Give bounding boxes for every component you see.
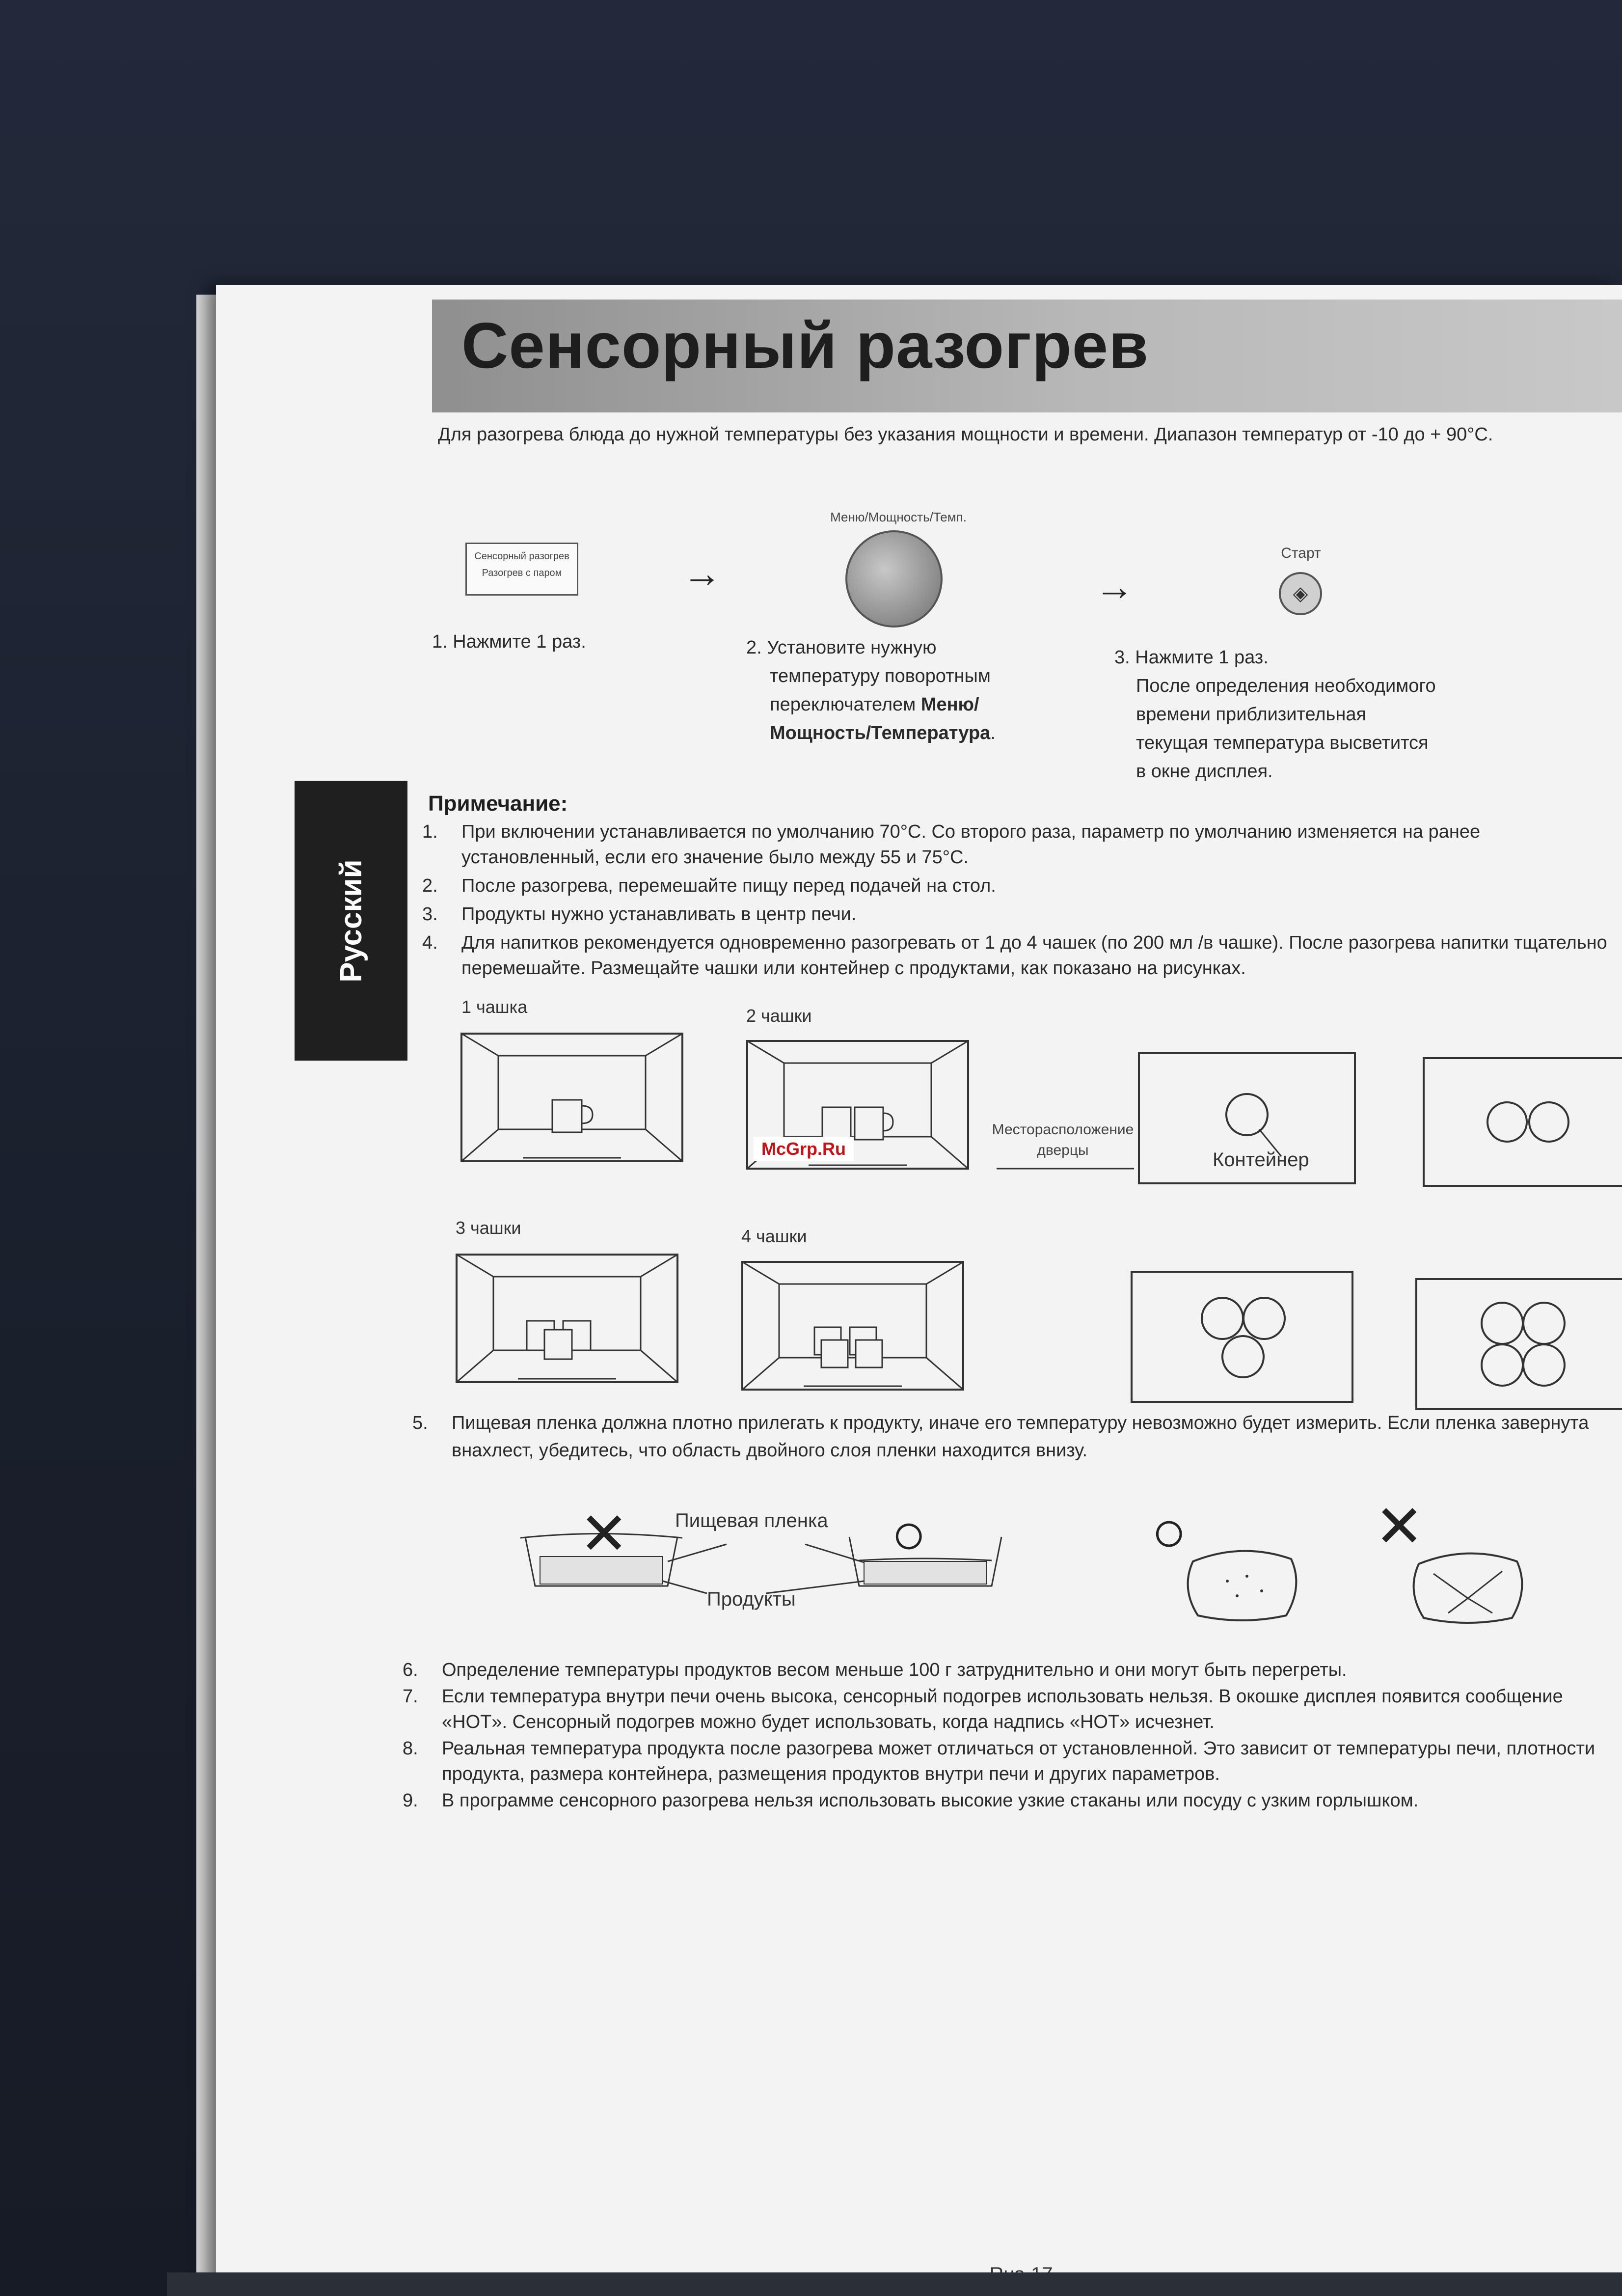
step-2-line1: 2. Установите нужную [746, 637, 937, 658]
step-3-line2: После определения необходимого [1136, 676, 1436, 696]
note-text: В программе сенсорного разогрева нельзя использовать высокие узкие стаканы или посуду с узким горлышком. [442, 1790, 1419, 1811]
note-item [422, 873, 1610, 899]
note-num: 4. [422, 932, 438, 953]
cup-label-1: 1 чашка [461, 997, 528, 1017]
cross-mark-icon: ✕ [579, 1501, 629, 1567]
note-text: Продукты нужно устанавливать в центр печи. [461, 904, 857, 925]
step-2-line4 [746, 719, 996, 747]
step-2-bold2: Мощность/Температура [770, 723, 991, 743]
sensor-button-line1: Сенсорный разогрев [474, 551, 569, 562]
step-2-bold1: Меню/ [920, 694, 979, 715]
step-2-text [746, 633, 996, 747]
note-heading: Примечание: [428, 792, 568, 816]
note-item [403, 1788, 1615, 1813]
step-2-line3-text: переключателем [770, 694, 916, 715]
container-label: Контейнер [1213, 1149, 1309, 1171]
note-num: 8. [403, 1738, 418, 1759]
step-3-text [1114, 643, 1436, 786]
note-text: При включении устанавливается по умолчанию 70°C. Со второго раза, параметр по умолчанию изменяется на ранее установленный, если его значение было между 55 и 75°C. [461, 821, 1481, 868]
cross-mark-icon: ✕ [1375, 1494, 1424, 1559]
note-text: Пищевая пленка должна плотно прилегать к продукту, иначе его температуру невозможно будет измерить. Если пленка завернута внахлест, убедитесь, что область двойного слоя пленки находится внизу. [452, 1413, 1589, 1461]
door-location-label: Месторасположение дверцы [992, 1121, 1134, 1158]
note-item [422, 902, 1610, 927]
note-item [422, 930, 1610, 981]
sensor-button-line2: Разогрев с паром [482, 568, 562, 578]
arrow-right-icon: → [682, 551, 722, 595]
note-text: После разогрева, перемешайте пищу перед подачей на стол. [461, 875, 996, 896]
note-item [403, 1657, 1615, 1683]
note-item-5 [412, 1409, 1610, 1464]
start-label: Старт [1281, 545, 1321, 561]
film-label: Пищевая пленка [675, 1510, 828, 1531]
cup-label-2: 2 чашки [746, 1006, 812, 1026]
note-text: Если температура внутри печи очень высока, сенсорный подогрев использовать нельзя. В окошке дисплея появится сообщение «HOT». Сенсорный подогрев можно будет использовать, когда надпись «HOT» исчезнет. [442, 1686, 1563, 1732]
mcgrp-watermark: McGrp.Ru [754, 1137, 854, 1161]
step-3-line3: времени приблизительная [1136, 704, 1367, 725]
oven-3-cups-diagram [454, 1252, 680, 1385]
note-num: 6. [403, 1660, 418, 1680]
language-tab-label-wrap [299, 781, 403, 1061]
menu-power-temp-knob [845, 530, 943, 628]
scan-bottom-strip [167, 2272, 1622, 2296]
note-item [422, 819, 1610, 870]
wrapped-food-correct-icon [1178, 1542, 1306, 1625]
knob-label: Меню/Мощность/Темп. [830, 510, 967, 524]
plan-3-cups-diagram [1129, 1269, 1355, 1407]
step-2-line2: температуру поворотным [770, 666, 991, 686]
note-num: 9. [403, 1790, 418, 1811]
step-3-line5: в окне дисплея. [1136, 761, 1273, 782]
wrapped-food-wrong-icon [1404, 1544, 1532, 1628]
circle-mark-icon: ○ [1151, 1499, 1187, 1564]
note-num: 1. [422, 821, 438, 842]
plan-4-cups-diagram [1414, 1277, 1622, 1414]
step-3-line4: текущая температура высветится [1136, 733, 1429, 753]
step-2-line3 [746, 690, 996, 719]
note-num: 3. [422, 904, 438, 925]
page-edge [196, 295, 216, 2288]
circle-mark-icon: ○ [891, 1501, 927, 1567]
products-label: Продукты [707, 1588, 796, 1610]
note-text: Для напитков рекомендуется одновременно разогревать от 1 до 4 чашек (по 200 мл /в чашке). После разогрева напитки тщательно перемешайте. Размещайте чашки или контейнер с продуктами, как показано на рисунках. [461, 932, 1607, 979]
note-item [403, 1684, 1615, 1735]
step-1-text: 1. Нажмите 1 раз. [432, 631, 586, 652]
oven-1-cup-diagram [459, 1031, 685, 1164]
cup-label-3: 3 чашки [456, 1218, 521, 1238]
note-item [403, 1736, 1615, 1787]
note-text: Реальная температура продукта после разогрева может отличаться от установленной. Это зависит от температуры печи, плотности продукта, размера контейнера, размещения продуктов внутри печи и других параметров. [442, 1738, 1595, 1784]
start-button-icon: ◈ [1279, 572, 1322, 615]
note-num: 2. [422, 875, 438, 896]
oven-4-cups-diagram [740, 1259, 966, 1392]
sensor-reheat-button [465, 543, 578, 596]
step-3-line1: 3. Нажмите 1 раз. [1114, 647, 1269, 668]
note-num: 7. [403, 1686, 418, 1707]
note-list [422, 819, 1610, 984]
intro-text: Для разогрева блюда до нужной температуры без указания мощности и времени. Диапазон температур от -10 до + 90°C. [438, 424, 1493, 445]
tail-note-list [403, 1657, 1615, 1814]
cup-label-4: 4 чашки [741, 1226, 807, 1246]
arrow-right-icon: → [1095, 565, 1134, 608]
step-2-end: . [990, 723, 996, 743]
page-title: Сенсорный разогрев [461, 309, 1149, 382]
language-tab-label: Русский [334, 859, 368, 983]
note-num: 5. [412, 1413, 428, 1433]
note-text: Определение температуры продуктов весом меньше 100 г затруднительно и они могут быть перегреты. [442, 1660, 1347, 1680]
plan-2-cups-diagram [1421, 1056, 1622, 1188]
